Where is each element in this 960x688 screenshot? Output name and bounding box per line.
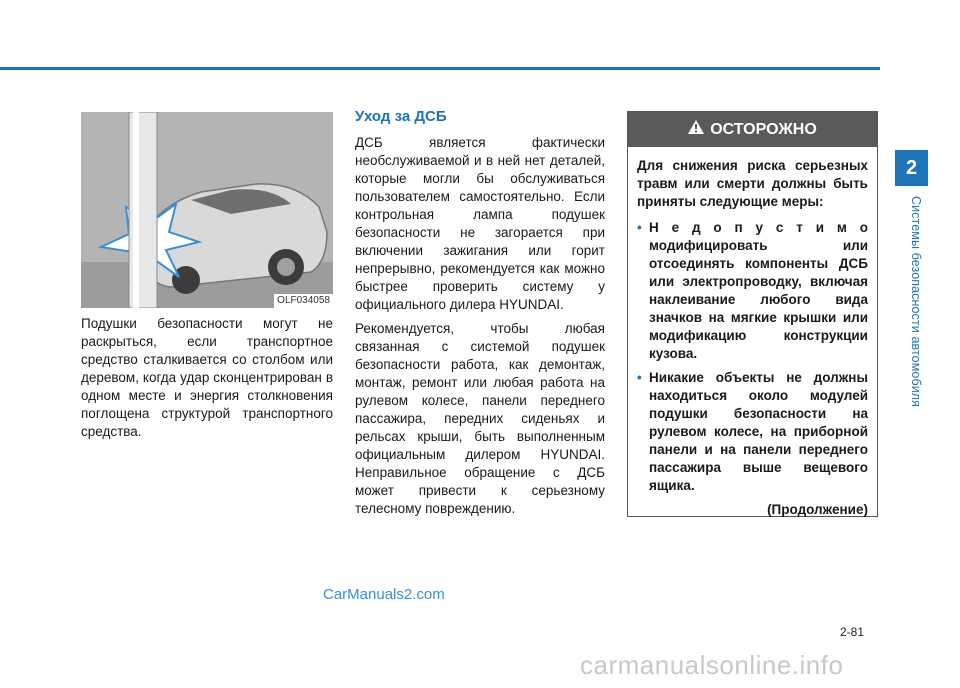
watermark-carmanuals2[interactable]: CarManuals2.com [323, 586, 445, 603]
paragraph-service: Рекомендуется, чтобы любая связанная с системой подушек безопасности работа, как демонтаж, монтаж, ремонт или любая работа на рулевом колесе, панели переднего пассажира, передних сиденьях и рельсах крыши, быть выполненным официальным дилером HYUNDAI. Неправильное обращение с ДСБ может привести к серьезному телесному повреждению. [355, 321, 605, 516]
warning-item: • Никакие объекты не должны находиться около модулей подушки безопасности на рулевом колесе, на приборной панели и на панели переднего пассажира выше вещевого ящика. [637, 370, 868, 493]
warning-item: • Н е д о п у с т и м о модифицировать или отсоединять компоненты ДСБ или электропроводку, включая наклеивание любого вида значков на мягкие крышки или модификацию конструкции кузова. [637, 220, 868, 361]
bullet-icon: • [637, 220, 642, 235]
bullet-icon: • [637, 370, 642, 385]
chapter-tab: 2 [895, 150, 928, 186]
chapter-title: Системы безопасности автомобиля [909, 196, 923, 408]
car-pole-collision-image [81, 112, 333, 308]
warning-body [628, 147, 877, 525]
warning-header [628, 112, 877, 147]
figure-caption: Подушки безопасности могут не раскрыться, если транспортное средство сталкивается со столбом или деревом, когда удар сконцентрирован в одном месте и энергия столкновения поглощена структурой транспортного средства. [81, 316, 333, 439]
section-heading: Уход за ДСБ [355, 108, 447, 125]
airbag-care-section [355, 108, 605, 524]
paragraph-maintenance: ДСБ является фактически необслуживаемой и в ней нет деталей, которые могли бы обслуживаться пользователем самостоятельно. Если контрольная лампа подушек безопасности не загорается при включении зажигания или горит непрерывно, рекомендуется как можно быстрее проверить систему у официального дилера HYUNDAI. [355, 135, 605, 312]
warning-box [627, 111, 878, 517]
figure-code: OLF034058 [274, 294, 333, 308]
airbag-illustration [81, 112, 333, 308]
warning-title: ОСТОРОЖНО [710, 120, 817, 138]
page-number: 2-81 [840, 625, 865, 639]
warning-intro: Для снижения риска серьезных травм или смерти должны быть приняты следующие меры: [637, 158, 868, 209]
continued-label: (Продолжение) [767, 502, 868, 517]
top-rule [0, 67, 880, 70]
warning-triangle-icon [688, 120, 704, 139]
warning-list [637, 219, 868, 495]
watermark-carmanualsonline[interactable]: carmanualsonline.info [580, 650, 844, 680]
